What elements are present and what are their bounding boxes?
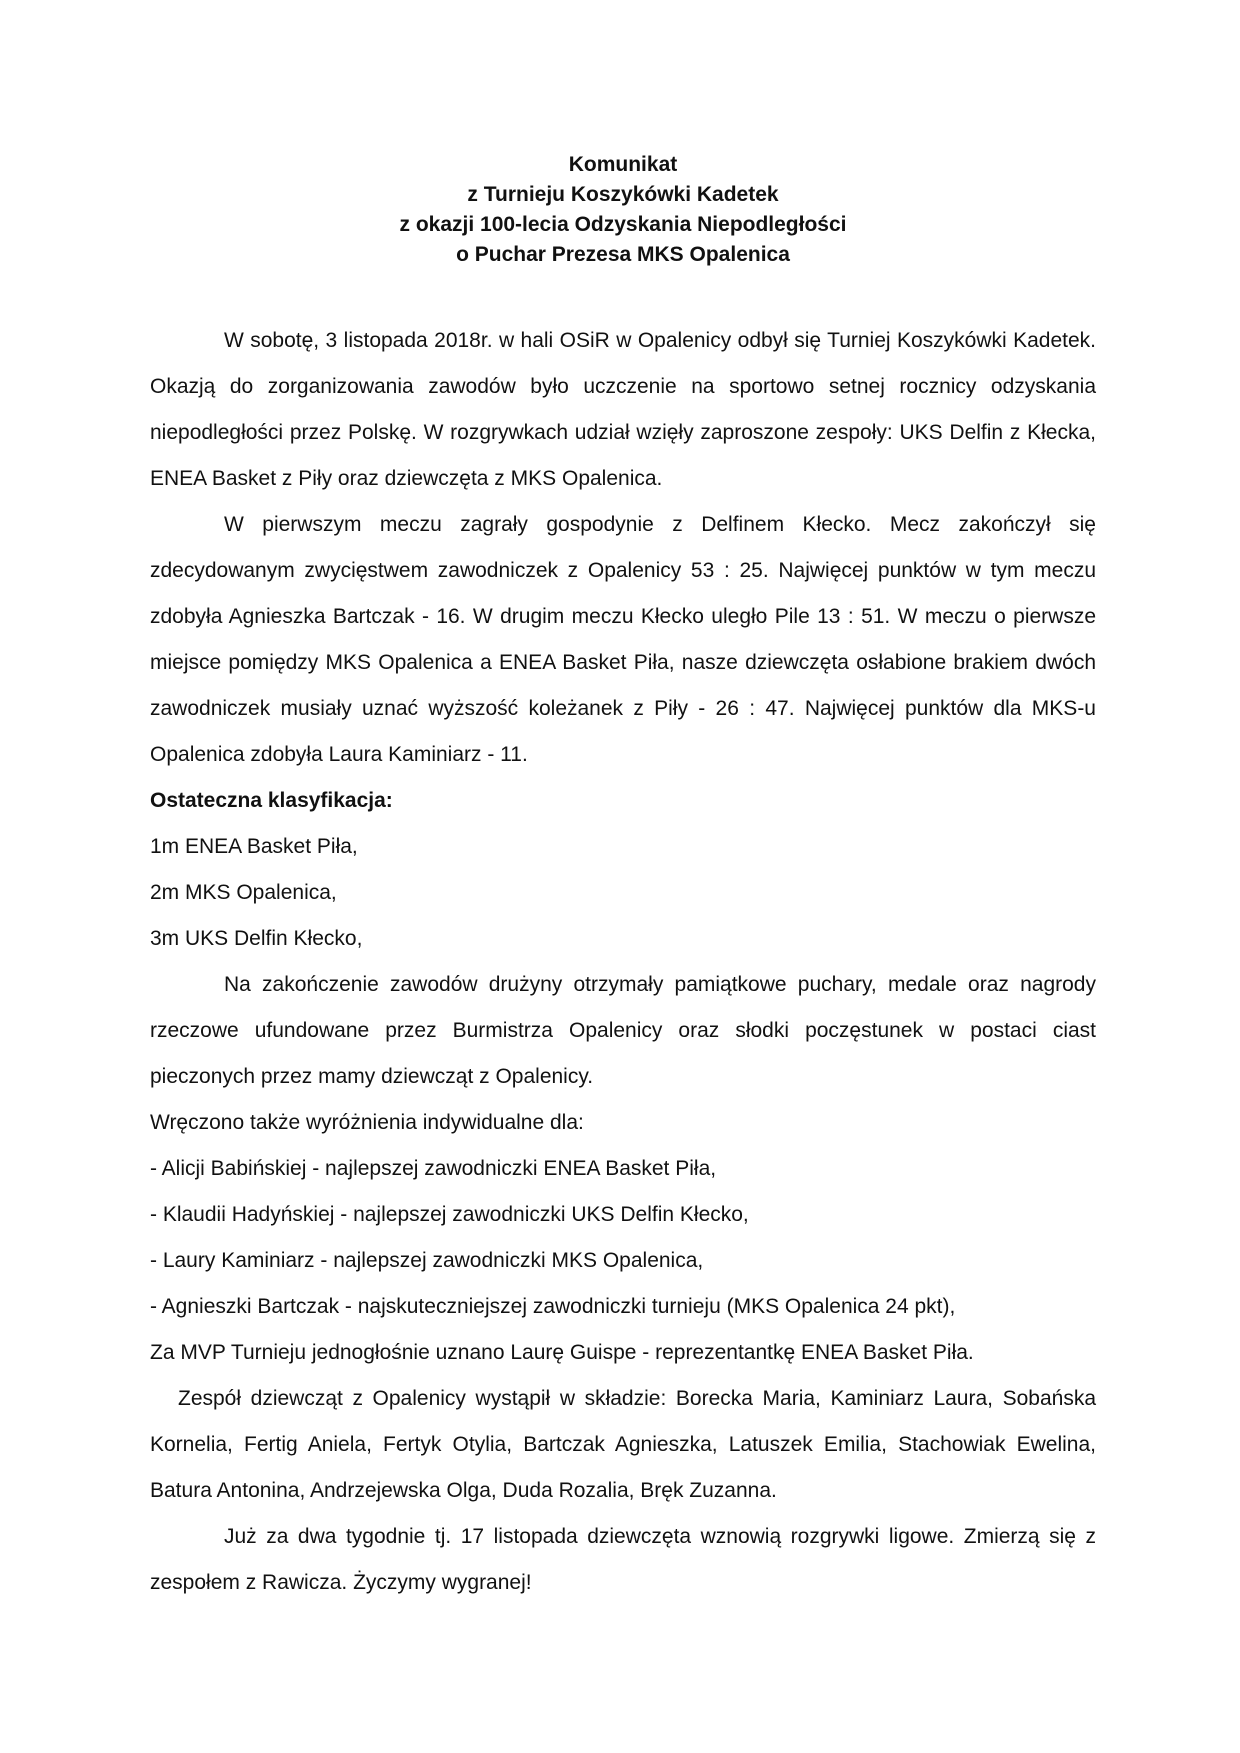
classification-item: 3m UKS Delfin Kłecko, <box>150 927 363 950</box>
paragraph-prizes: Na zakończenie zawodów drużyny otrzymały pamiątkowe puchary, medale oraz nagrody rzeczowe ufundowane przez Burmistrza Opalenicy oraz słodki poczęstunek w postaci ciast pieczonych przez mamy dziewcząt z Opalenicy. <box>150 973 1096 1088</box>
award-item: - Alicji Babińskiej - najlepszej zawodniczki ENEA Basket Piła, <box>150 1157 717 1180</box>
award-item: - Laury Kaminiarz - najlepszej zawodniczki MKS Opalenica, <box>150 1249 704 1272</box>
document-body <box>150 318 1096 1606</box>
paragraph-squad: Zespół dziewcząt z Opalenicy wystąpił w składzie: Borecka Maria, Kaminiarz Laura, Sobańska Kornelia, Fertig Aniela, Fertyk Otylia, Bartczak Agnieszka, Latuszek Emilia, Stachowiak Ewelina, Batura Antonina, Andrzejewska Olga, Duda Rozalia, Bręk Zuzanna. <box>150 1387 1096 1502</box>
title-line-1: Komunikat <box>568 153 678 176</box>
document-title <box>150 150 1096 270</box>
document-page <box>150 150 1096 1606</box>
title-line-3: z okazji 100-lecia Odzyskania Niepodległości <box>399 213 847 236</box>
title-line-2: z Turnieju Koszykówki Kadetek <box>467 183 779 206</box>
paragraph-matches: W pierwszym meczu zagrały gospodynie z Delfinem Kłecko. Mecz zakończył się zdecydowanym zwycięstwem zawodniczek z Opalenicy 53 : 25. Najwięcej punktów w tym meczu zdobyła Agnieszka Bartczak - 16. W drugim meczu Kłecko uległo Pile 13 : 51. W meczu o pierwsze miejsce pomiędzy MKS Opalenica a ENEA Basket Piła, nasze dziewczęta osłabione brakiem dwóch zawodniczek musiały uznać wyższość koleżanek z Piły - 26 : 47. Najwięcej punktów dla MKS-u Opalenica zdobyła Laura Kaminiarz - 11. <box>150 513 1096 766</box>
paragraph-final: Już za dwa tygodnie tj. 17 listopada dziewczęta wznowią rozgrywki ligowe. Zmierzą się z zespołem z Rawicza. Życzymy wygranej! <box>150 1525 1096 1594</box>
classification-item: 2m MKS Opalenica, <box>150 881 337 904</box>
award-item: - Klaudii Hadyńskiej - najlepszej zawodniczki UKS Delfin Kłecko, <box>150 1203 749 1226</box>
award-item: - Agnieszki Bartczak - najskuteczniejszej zawodniczki turnieju (MKS Opalenica 24 pkt), <box>150 1295 956 1318</box>
classification-heading: Ostateczna klasyfikacja: <box>150 789 393 812</box>
classification-item: 1m ENEA Basket Piła, <box>150 835 358 858</box>
paragraph-intro: W sobotę, 3 listopada 2018r. w hali OSiR w Opalenicy odbył się Turniej Koszykówki Kadetek. Okazją do zorganizowania zawodów było uczczenie na sportowo setnej rocznicy odzyskania niepodległości przez Polskę. W rozgrywkach udział wzięły zaproszone zespoły: UKS Delfin z Kłecka, ENEA Basket z Piły oraz dziewczęta z MKS Opalenica. <box>150 329 1096 490</box>
title-line-4: o Puchar Prezesa MKS Opalenica <box>456 243 790 266</box>
mvp-line: Za MVP Turnieju jednogłośnie uznano Laurę Guispe - reprezentantkę ENEA Basket Piła. <box>150 1341 974 1364</box>
awards-intro: Wręczono także wyróżnienia indywidualne dla: <box>150 1111 584 1134</box>
